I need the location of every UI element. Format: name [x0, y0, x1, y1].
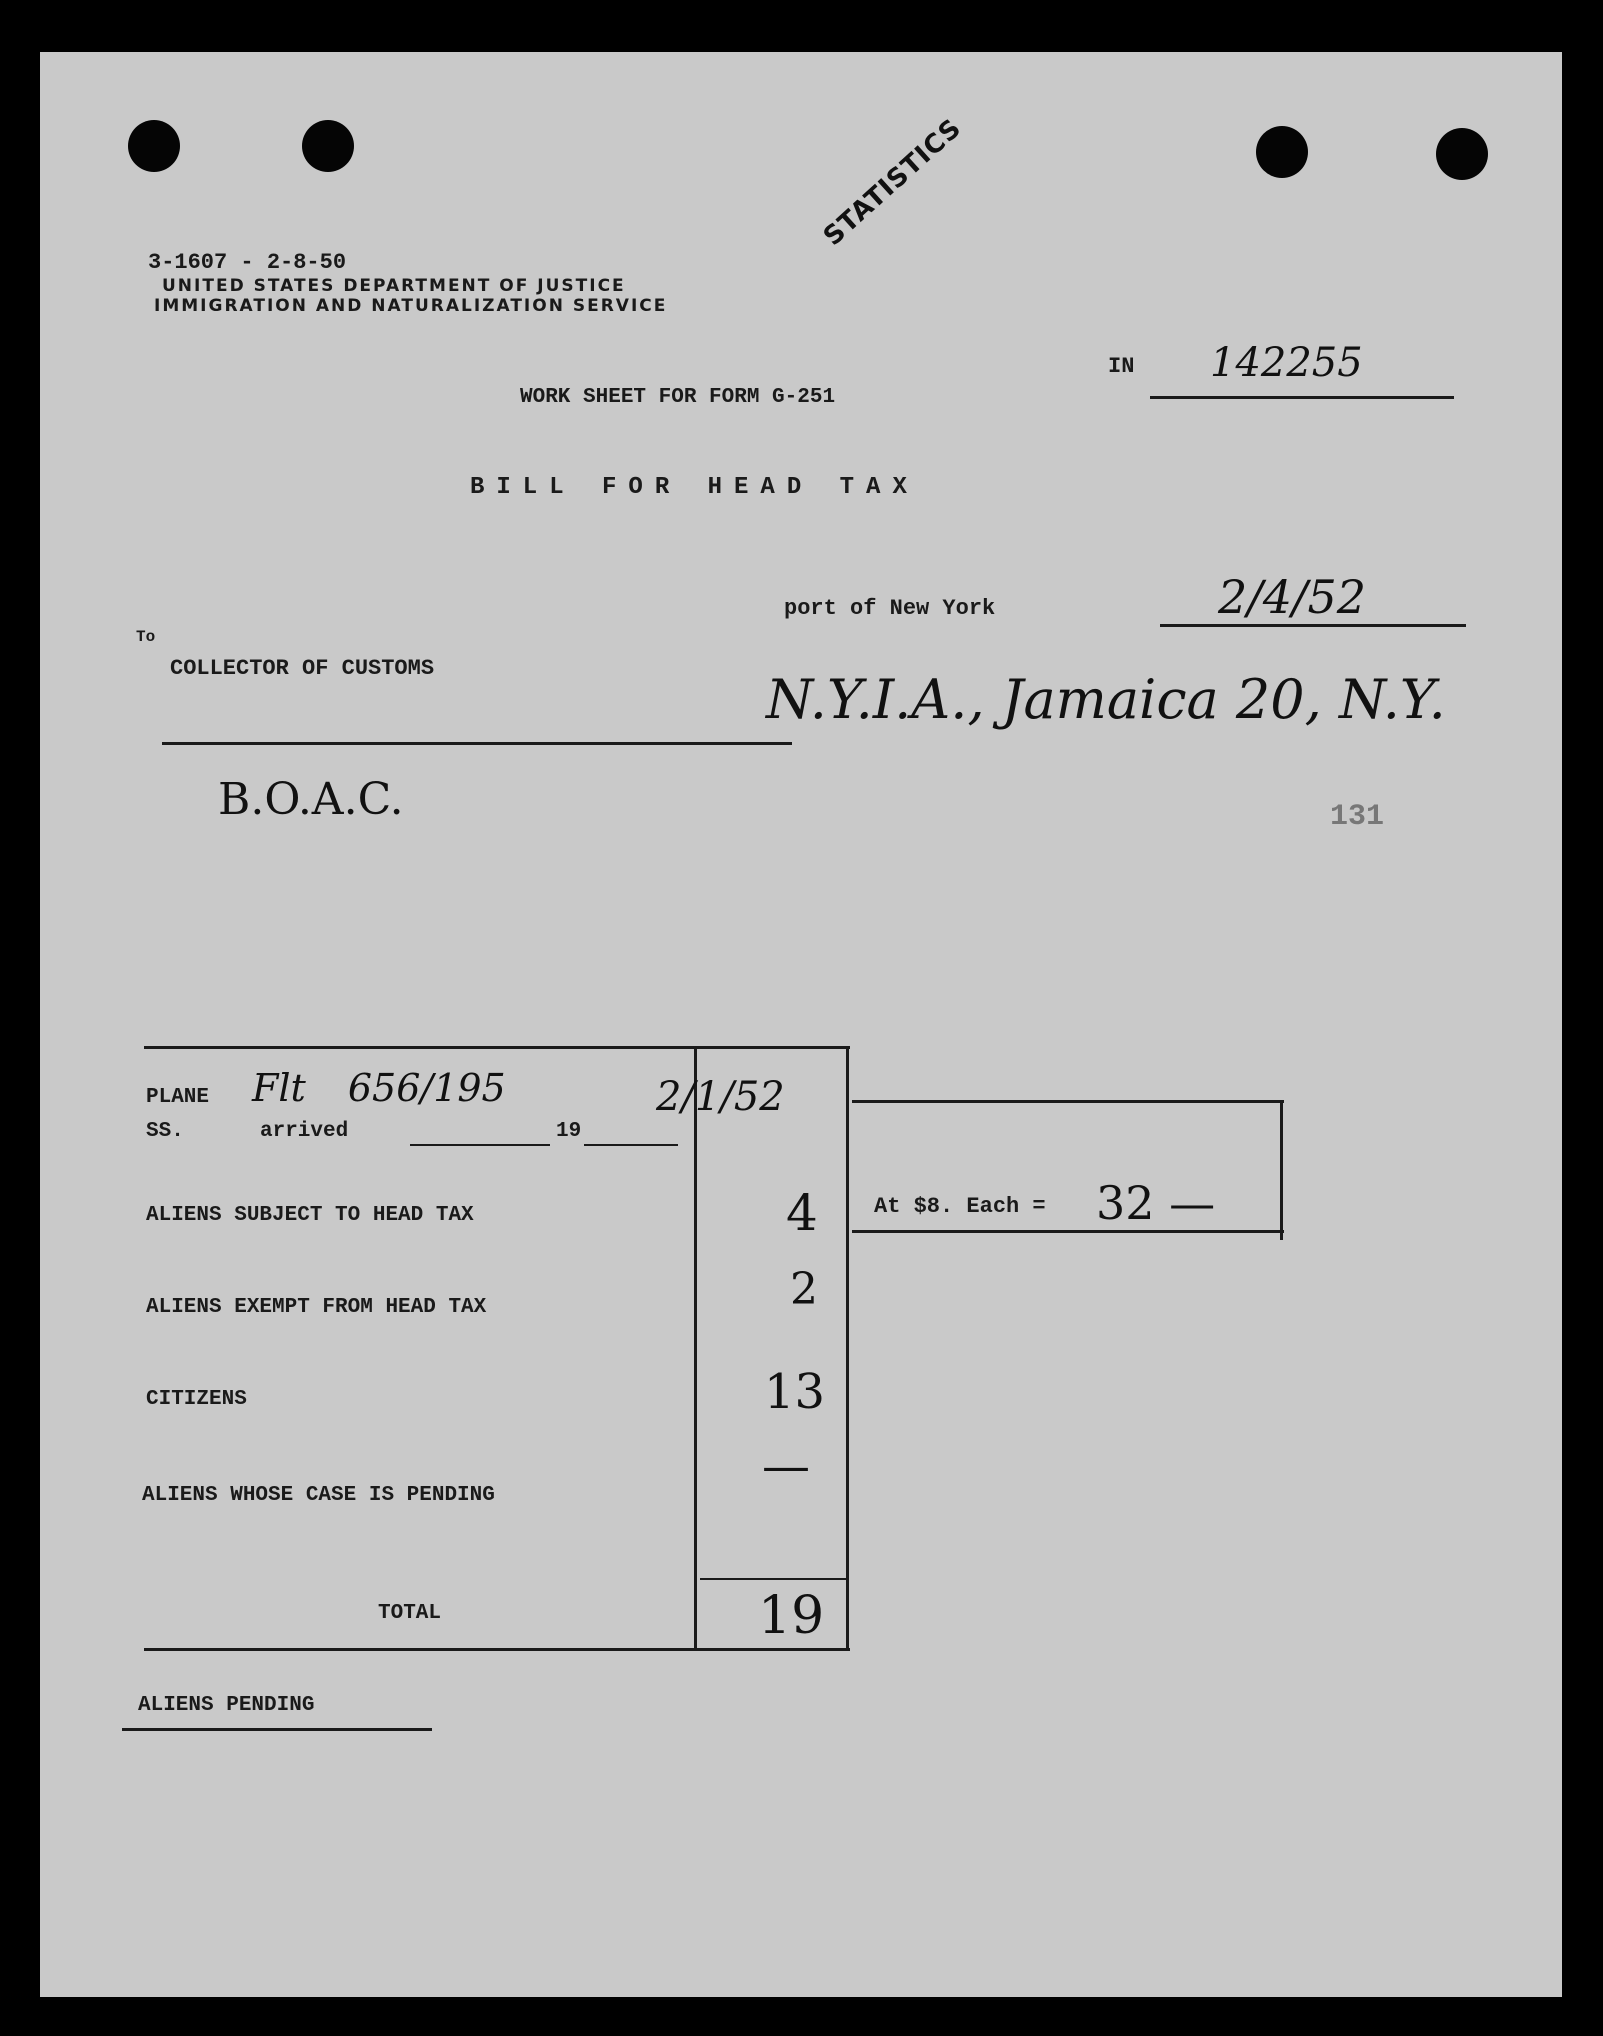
row-label-pending: ALIENS WHOSE CASE IS PENDING — [142, 1484, 495, 1507]
total-value: 19 — [758, 1586, 825, 1646]
arrived-date-underline — [410, 1144, 550, 1146]
row-value-citizens: 13 — [764, 1364, 826, 1420]
punch-hole — [1256, 126, 1308, 178]
aliens-pending-underline — [122, 1728, 432, 1731]
collector-underline — [162, 742, 792, 745]
statistics-stamp: STATISTICS — [817, 113, 968, 252]
row-label-exempt: ALIENS EXEMPT FROM HEAD TAX — [146, 1296, 487, 1319]
year-underline — [584, 1144, 678, 1146]
department-name: UNITED STATES DEPARTMENT OF JUSTICE — [162, 276, 626, 296]
date: 2/4/52 — [1218, 570, 1367, 624]
row-label-subject: ALIENS SUBJECT TO HEAD TAX — [146, 1204, 474, 1227]
punch-hole — [128, 120, 180, 172]
table-bottom-border — [144, 1648, 850, 1651]
service-name: IMMIGRATION AND NATURALIZATION SERVICE — [154, 296, 668, 316]
table-top-border — [144, 1046, 850, 1049]
rate-box-bottom — [852, 1230, 1284, 1233]
flight-date: 2/1/52 — [656, 1074, 785, 1120]
table-right-border — [846, 1046, 849, 1650]
aliens-pending-label: ALIENS PENDING — [138, 1694, 315, 1717]
collector-label: COLLECTOR OF CUSTOMS — [170, 656, 435, 681]
location: N.Y.I.A., Jamaica 20, N.Y. — [766, 668, 1446, 731]
carrier: B.O.A.C. — [218, 774, 404, 825]
port-label: port of New York — [784, 596, 996, 621]
row-label-citizens: CITIZENS — [146, 1388, 247, 1411]
rate-box-top — [852, 1100, 1284, 1103]
rate-label: At $8. Each = — [874, 1194, 1046, 1219]
form-subtitle: BILL FOR HEAD TAX — [470, 474, 919, 501]
punch-hole — [1436, 128, 1488, 180]
total-rule — [700, 1578, 846, 1580]
plane-label: PLANE — [146, 1086, 210, 1109]
row-value-pending: — — [762, 1438, 810, 1494]
ss-label: SS. — [146, 1120, 184, 1143]
in-number: 142255 — [1210, 340, 1363, 386]
form-title: WORK SHEET FOR FORM G-251 — [520, 386, 836, 409]
form-code: 3-1607 - 2-8-50 — [148, 250, 347, 275]
in-number-underline — [1150, 396, 1454, 399]
table-column-divider — [694, 1046, 697, 1650]
rate-box-right — [1280, 1100, 1283, 1240]
year-prefix: 19 — [556, 1120, 582, 1143]
row-value-exempt: 2 — [790, 1264, 818, 1315]
row-value-subject: 4 — [786, 1184, 818, 1242]
total-label: TOTAL — [378, 1602, 442, 1625]
date-underline — [1160, 624, 1466, 627]
rate-total: 32 — — [1096, 1176, 1216, 1230]
page-number: 131 — [1330, 800, 1385, 834]
flight-number: Flt 656/195 — [252, 1066, 506, 1110]
to-label: To — [136, 628, 156, 646]
punch-hole — [302, 120, 354, 172]
arrived-label: arrived — [260, 1120, 349, 1143]
in-label: IN — [1108, 354, 1135, 379]
